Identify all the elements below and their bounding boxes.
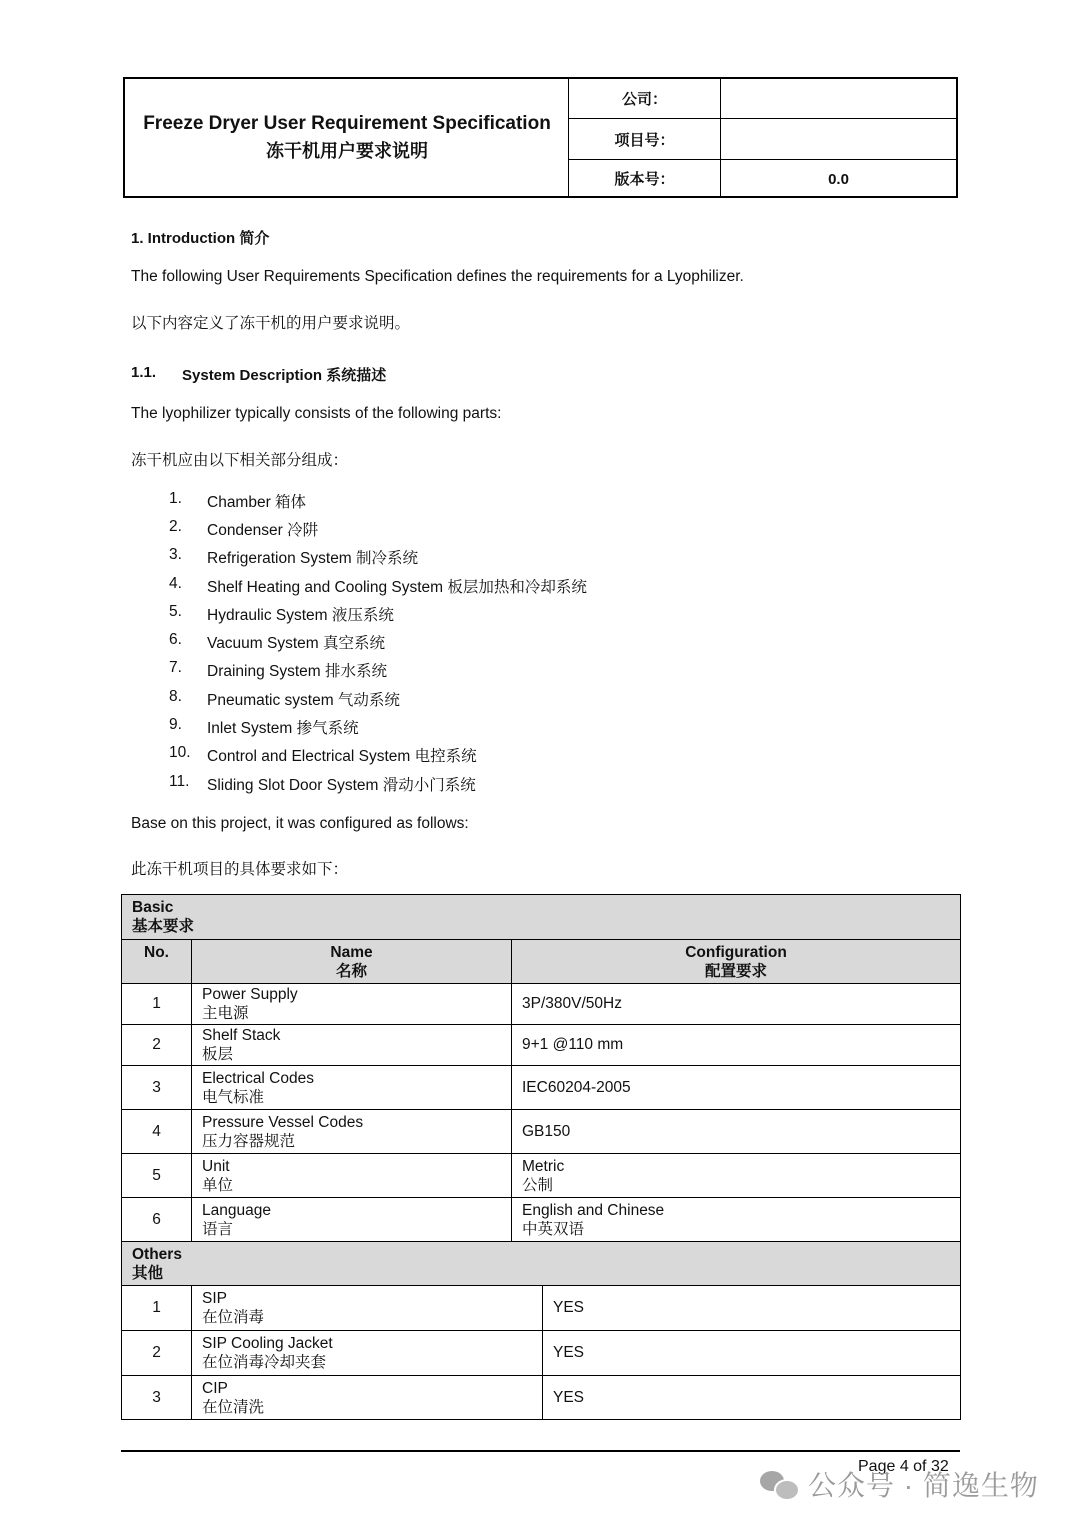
row-name — [192, 984, 512, 1025]
list-item-number: 5. — [169, 603, 182, 620]
list-item-number: 10. — [169, 744, 191, 761]
group-header-basic — [122, 895, 961, 940]
config-paragraph-zh: 此冻干机项目的具体要求如下： — [131, 861, 349, 878]
row-config: 3P/380V/50Hz — [512, 984, 961, 1025]
column-header-name — [192, 940, 512, 984]
group-title-zh: 其他 — [132, 1264, 164, 1282]
list-item: Sliding Slot Door System 滑动小门系统 — [207, 777, 476, 794]
row-number: 1 — [122, 984, 192, 1025]
list-item-number: 1. — [169, 490, 182, 507]
section-heading-system-description: System Description 系统描述 — [182, 367, 387, 384]
title-english: Freeze Dryer User Requirement Specification — [143, 112, 551, 134]
column-header-configuration — [512, 940, 961, 984]
column-header-name-zh: 名称 — [335, 962, 367, 980]
row-name — [192, 1025, 512, 1066]
row-config: YES — [543, 1286, 961, 1331]
list-item-number: 3. — [169, 546, 182, 563]
list-item-number: 6. — [169, 631, 182, 648]
list-item: Draining System 排水系统 — [207, 663, 388, 680]
row-config-zh: 中英双语 — [522, 1220, 585, 1238]
row-config-en: Metric — [522, 1157, 565, 1175]
row-name — [192, 1286, 543, 1331]
table-row — [122, 1286, 961, 1331]
row-name — [192, 1376, 543, 1420]
row-config — [512, 1198, 961, 1242]
table-row — [122, 1025, 961, 1066]
group-title-basic — [122, 895, 961, 940]
row-name-zh: 在位消毒 — [202, 1309, 265, 1326]
row-name-en: Power Supply — [202, 986, 298, 1003]
row-name — [192, 1198, 512, 1242]
row-name-en: Shelf Stack — [202, 1027, 281, 1044]
row-name-en: Unit — [202, 1157, 230, 1175]
row-config — [512, 1154, 961, 1198]
row-name — [192, 1110, 512, 1154]
row-name-en: Pressure Vessel Codes — [202, 1113, 364, 1131]
system-paragraph-en: The lyophilizer typically consists of the following parts: — [131, 405, 502, 422]
list-item: Refrigeration System 制冷系统 — [207, 550, 419, 567]
column-header-name-en: Name — [330, 943, 373, 961]
row-number: 6 — [122, 1198, 192, 1242]
title-chinese: 冻干机用户要求说明 — [266, 140, 428, 161]
row-number: 3 — [122, 1066, 192, 1110]
row-number: 4 — [122, 1110, 192, 1154]
row-name — [192, 1066, 512, 1110]
group-header-others — [122, 1242, 961, 1286]
row-config-en: English and Chinese — [522, 1201, 665, 1219]
list-item: Vacuum System 真空系统 — [207, 635, 386, 652]
document-title — [125, 79, 569, 196]
row-name-zh: 在位清洗 — [202, 1398, 265, 1416]
row-name-zh: 主电源 — [202, 1005, 249, 1022]
row-name-en: Language — [202, 1201, 271, 1219]
column-header-config-en: Configuration — [685, 943, 787, 961]
group-title-en: Others — [132, 1245, 182, 1263]
version-label: 版本号： — [614, 170, 675, 188]
group-title-others — [122, 1242, 961, 1286]
intro-paragraph-en: The following User Requirements Specification defines the requirements for a Lyophilizer. — [131, 268, 744, 285]
company-label: 公司： — [621, 91, 667, 108]
project-number-value — [721, 119, 956, 159]
wechat-icon — [760, 1469, 798, 1499]
list-item: Inlet System 掺气系统 — [207, 720, 359, 737]
group-title-en: Basic — [132, 899, 174, 916]
row-config-zh: 公制 — [522, 1176, 554, 1194]
section-heading-introduction: 1. Introduction 简介 — [131, 230, 270, 247]
row-config: YES — [543, 1376, 961, 1420]
section-heading-number: 1.1. — [131, 364, 157, 381]
company-value — [721, 79, 956, 118]
table-row — [122, 1154, 961, 1198]
column-header-no: No. — [122, 940, 192, 984]
table-row — [122, 1066, 961, 1110]
row-number: 2 — [122, 1025, 192, 1066]
footer-rule — [121, 1450, 960, 1452]
row-name-zh: 电气标准 — [202, 1088, 265, 1106]
group-title-zh: 基本要求 — [132, 918, 195, 935]
list-item: Condenser 冷阱 — [207, 522, 319, 539]
table-row — [122, 1376, 961, 1420]
table-row — [122, 1110, 961, 1154]
config-paragraph-en: Base on this project, it was configured as follows: — [131, 815, 469, 832]
row-name-zh: 压力容器规范 — [202, 1132, 296, 1150]
version-value: 0.0 — [828, 170, 849, 188]
list-item-number: 7. — [169, 659, 182, 676]
requirements-table — [121, 894, 961, 1420]
row-config: GB150 — [512, 1110, 961, 1154]
row-name-zh: 在位消毒冷却夹套 — [202, 1354, 327, 1371]
list-item: Chamber 箱体 — [207, 494, 307, 511]
row-name — [192, 1154, 512, 1198]
list-item: Shelf Heating and Cooling System 板层加热和冷却系统 — [207, 579, 587, 596]
table-row — [122, 1331, 961, 1376]
table-row — [122, 1198, 961, 1242]
list-item: Pneumatic system 气动系统 — [207, 692, 400, 709]
row-name-zh: 单位 — [202, 1176, 234, 1194]
row-config: IEC60204-2005 — [512, 1066, 961, 1110]
table-row — [122, 984, 961, 1025]
row-name-zh: 板层 — [202, 1046, 234, 1063]
page-number: Page 4 of 32 — [858, 1458, 949, 1475]
row-name-en: SIP — [202, 1290, 227, 1307]
row-name-en: CIP — [202, 1379, 228, 1397]
row-name — [192, 1331, 543, 1376]
row-name-en: SIP Cooling Jacket — [202, 1335, 333, 1352]
list-item-number: 11. — [169, 773, 190, 790]
system-paragraph-zh: 冻干机应由以下相关部分组成： — [131, 452, 349, 469]
list-item-number: 9. — [169, 716, 182, 733]
watermark — [760, 1464, 1039, 1504]
row-config: 9+1 @110 mm — [512, 1025, 961, 1066]
list-item-number: 4. — [169, 575, 182, 592]
row-name-zh: 语言 — [202, 1220, 234, 1238]
row-number: 2 — [122, 1331, 192, 1376]
watermark-text: 公众号 · 简逸生物 — [808, 1470, 1039, 1501]
list-item-number: 8. — [169, 688, 182, 705]
project-number-label: 项目号： — [614, 131, 675, 149]
row-number: 5 — [122, 1154, 192, 1198]
intro-paragraph-zh: 以下内容定义了冻干机的用户要求说明。 — [131, 315, 411, 332]
list-item: Hydraulic System 液压系统 — [207, 607, 394, 624]
list-item-number: 2. — [169, 518, 182, 535]
row-number: 3 — [122, 1376, 192, 1420]
row-config: YES — [543, 1331, 961, 1376]
row-number: 1 — [122, 1286, 192, 1331]
table-column-headers — [122, 940, 961, 984]
column-header-config-zh: 配置要求 — [705, 962, 768, 980]
list-item: Control and Electrical System 电控系统 — [207, 748, 477, 765]
row-name-en: Electrical Codes — [202, 1069, 314, 1087]
